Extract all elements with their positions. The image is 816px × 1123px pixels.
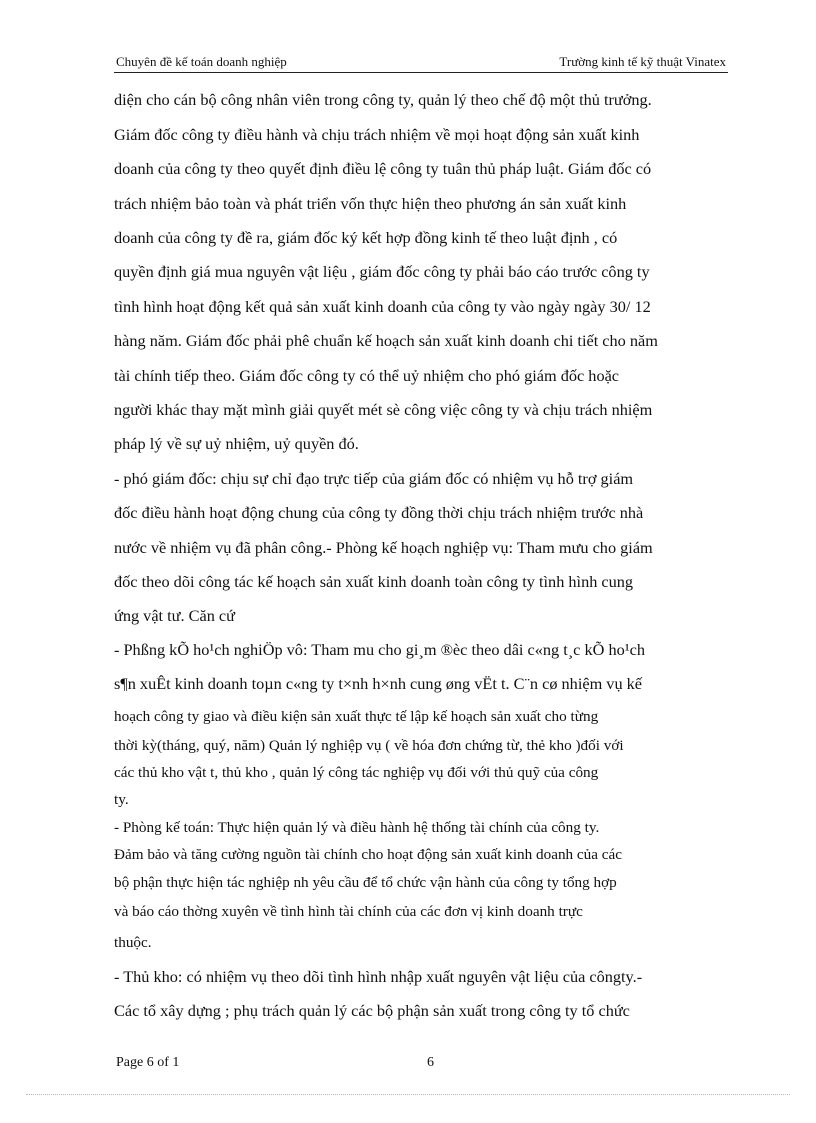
text-line: đốc điều hành hoạt động chung của công ty đồng thời chịu trách nhiệm trước nhà [114, 503, 644, 522]
text-line: diện cho cán bộ công nhân viên trong công ty, quản lý theo chế độ một thủ trưởng. [114, 90, 652, 109]
text-line: doanh của công ty đề ra, giám đốc ký kết hợp đồng kinh tế theo luật định , có [114, 228, 618, 247]
text-line: - Phòng kế toán: Thực hiện quản lý và điều hành hệ thống tài chính của công ty. [114, 819, 600, 836]
text-line: thuộc. [114, 934, 152, 951]
header-right-title: Trường kinh tế kỹ thuật Vinatex [559, 54, 726, 69]
header-left-title: Chuyên đề kế toán doanh nghiệp [116, 54, 287, 69]
text-line: người khác thay mặt mình giải quyết mét sè công việc công ty và chịu trách nhiệm [114, 400, 653, 419]
text-line: quyền định giá mua nguyên vật liệu , giám đốc công ty phải báo cáo trước công ty [114, 262, 650, 281]
text-line: tình hình hoạt động kết quả sản xuất kinh doanh của công ty vào ngày ngày 30/ 12 [114, 297, 651, 316]
text-line: pháp lý về sự uỷ nhiệm, uỷ quyền đó. [114, 434, 359, 453]
text-line: nước về nhiệm vụ đã phân công.- Phòng kế hoạch nghiệp vụ: Tham mưu cho giám [114, 538, 653, 557]
text-line: bộ phận thực hiện tác nghiệp nh yêu cầu để tổ chức vận hành của công ty tổng hợp [114, 874, 617, 891]
text-line: đốc theo dõi công tác kế hoạch sản xuất kinh doanh toàn công ty tình hình cung [114, 572, 634, 591]
page-bottom-divider [26, 1094, 790, 1095]
text-line: Các tổ xây dựng ; phụ trách quản lý các bộ phận sản xuất trong công ty tổ chức [114, 1001, 630, 1020]
page-header [114, 54, 728, 73]
text-line: ty. [114, 791, 129, 808]
text-line: tài chính tiếp theo. Giám đốc công ty có thể uỷ nhiệm cho phó giám đốc hoặc [114, 366, 620, 385]
text-line: các thủ kho vật t, thủ kho , quản lý công tác nghiệp vụ đối với thủ quỹ của công [114, 764, 599, 781]
text-line: Giám đốc công ty điều hành và chịu trách nhiệm về mọi hoạt động sản xuất kinh [114, 125, 640, 144]
text-line: hoạch công ty giao và điều kiện sản xuất thực tế lập kế hoạch sản xuất cho từng [114, 708, 599, 725]
text-line: ứng vật tư. Căn cứ [114, 606, 235, 625]
text-line: Đảm bảo và tăng cường nguồn tài chính cho hoạt động sản xuất kinh doanh của các [114, 846, 623, 863]
text-line: - Thủ kho: có nhiệm vụ theo dõi tình hình nhập xuất nguyên vật liệu của côngty.- [114, 967, 643, 986]
text-line: trách nhiệm bảo toàn và phát triển vốn thực hiện theo phương án sản xuất kinh [114, 194, 627, 213]
text-line: s¶n xuÊt kinh doanh toµn c«ng ty t×nh h×nh cung øng vËt t. C¨n cø nhiệm vụ kế [114, 674, 643, 693]
text-line: và báo cáo thờng xuyên về tình hình tài chính của các đơn vị kinh doanh trực [114, 903, 583, 920]
text-line: doanh của công ty theo quyết định điều lệ công ty tuân thủ pháp luật. Giám đốc có [114, 159, 652, 178]
text-line: hàng năm. Giám đốc phải phê chuẩn kế hoạch sản xuất kinh doanh chi tiết cho năm [114, 331, 658, 350]
text-line: thời kỳ(tháng, quý, năm) Quản lý nghiệp vụ ( về hóa đơn chứng từ, thẻ kho )đối với [114, 737, 624, 754]
text-line: - Phßng kÕ ho¹ch nghiÖp vô: Tham mu cho gi¸m ®èc theo dâi c«ng t¸c kÕ ho¹ch [114, 640, 645, 659]
text-line: - phó giám đốc: chịu sự chỉ đạo trực tiếp của giám đốc có nhiệm vụ hỗ trợ giám [114, 469, 634, 488]
footer-page-number: 6 [427, 1055, 434, 1070]
footer-page-label: Page 6 of 1 [116, 1055, 180, 1070]
